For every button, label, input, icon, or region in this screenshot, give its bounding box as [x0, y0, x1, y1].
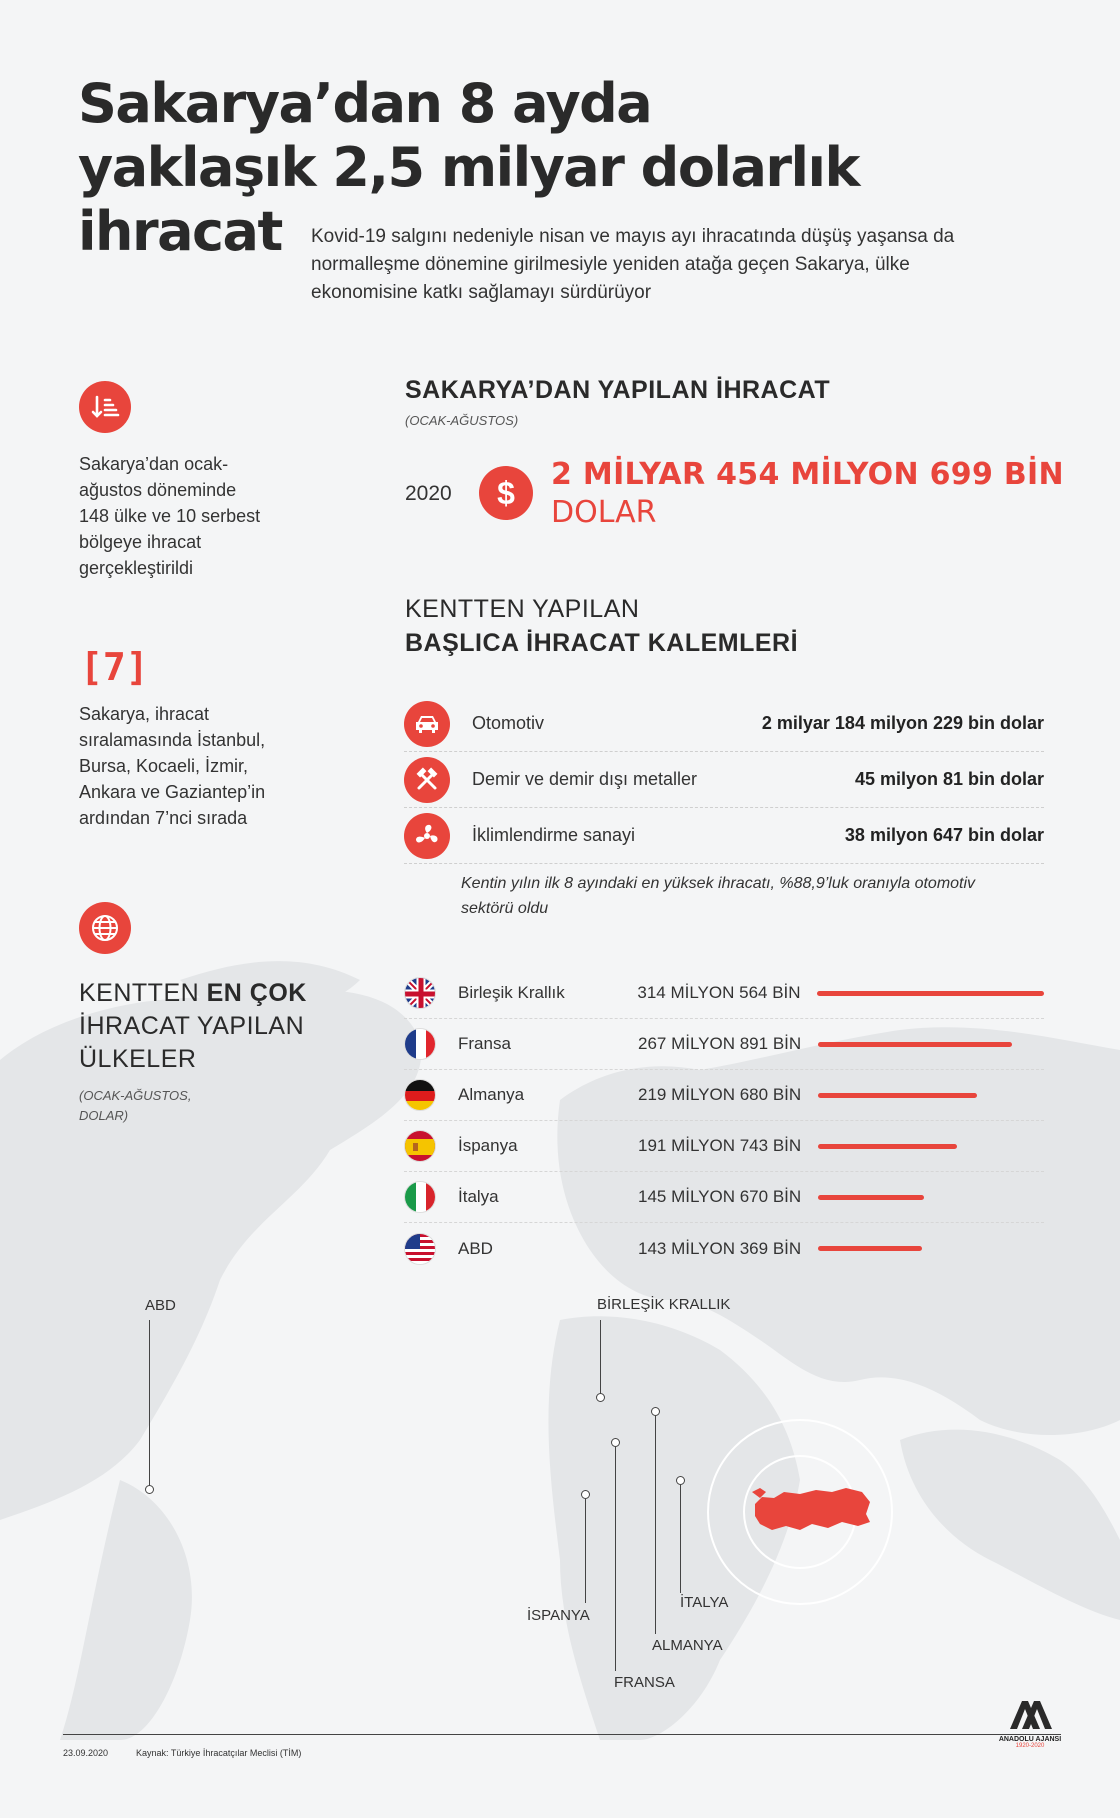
france-flag-icon [404, 1028, 436, 1060]
country-value: 143 MİLYON 369 BİN [638, 1238, 802, 1258]
export-unit: DOLAR [551, 495, 657, 530]
map-label-france: FRANSA [614, 1674, 675, 1691]
map-pointer-germany [655, 1416, 656, 1634]
item-name: İklimlendirme sanayi [472, 825, 636, 845]
bracket-right: ] [125, 645, 149, 689]
title-line-3: ihracat [78, 200, 282, 263]
aa-logo-icon [1008, 1697, 1052, 1731]
fan-icon [404, 813, 450, 859]
countries-note-line2: DOLAR) [79, 1108, 129, 1123]
item-name: Demir ve demir dışı metaller [472, 769, 698, 789]
map-dot-germany [651, 1407, 660, 1416]
items-heading [405, 592, 798, 660]
country-value: 267 MİLYON 891 BİN [638, 1034, 802, 1053]
country-value: 191 MİLYON 743 BİN [638, 1136, 802, 1155]
country-row [404, 1121, 1044, 1172]
map-label-uk: BİRLEŞİK KRALLIK [597, 1296, 731, 1313]
export-item-row [404, 808, 1044, 864]
subtitle: Kovid-19 salgını nedeniyle nisan ve mayıs ayı ihracatında düşüş yaşansa da normalleşme dönemine girilmesiyle yeniden atağa geçen Sakarya, ülke ekonomisine katkı sağlamayı sürdürüyor [311, 226, 955, 303]
dollar-icon: $ [479, 466, 533, 520]
rank-text: Sakarya, ihracat sıralamasında İstanbul, Bursa, Kocaeli, İzmir, Ankara ve Gaziantep’in ardından 7’nci sırada [79, 704, 266, 828]
map-label-germany: ALMANYA [652, 1637, 723, 1654]
countries-note [79, 1086, 191, 1126]
footer-date: 23.09.2020 [63, 1748, 109, 1758]
map-label-abd: ABD [145, 1297, 176, 1314]
map-pointer-france [615, 1447, 616, 1671]
country-row [404, 1070, 1044, 1121]
logo-text: ANADOLU AJANSI [998, 1736, 1062, 1743]
map-label-spain: İSPANYA [527, 1607, 590, 1624]
title-line-2: yaklaşık 2,5 milyar dolarlık [78, 136, 859, 199]
country-row [404, 968, 1044, 1019]
map-pointer-spain [585, 1499, 586, 1603]
country-name: Birleşik Krallık [458, 983, 565, 1002]
item-value: 38 milyon 647 bin dolar [844, 825, 1044, 845]
country-row [404, 1172, 1044, 1223]
rank-number: 7 [102, 645, 126, 689]
country-bar [818, 1093, 977, 1098]
car-icon [404, 701, 450, 747]
country-name: İtalya [458, 1187, 499, 1206]
country-value: 314 MİLYON 564 BİN [637, 983, 801, 1002]
sort-down-icon [79, 381, 131, 433]
rank-badge [80, 645, 149, 689]
countries-heading-bold: EN ÇOK [206, 979, 307, 1007]
item-name: Otomotiv [472, 713, 545, 733]
country-name: Almanya [458, 1085, 525, 1104]
country-name: Fransa [458, 1034, 511, 1053]
spain-flag-icon [404, 1130, 436, 1162]
countries-heading [79, 977, 339, 1076]
countries-heading-line2: İHRACAT YAPILAN [79, 1012, 305, 1040]
hammers-icon [404, 757, 450, 803]
country-row [404, 1223, 1044, 1274]
country-row [404, 1019, 1044, 1070]
country-value: 145 MİLYON 670 BİN [638, 1187, 802, 1206]
countries-heading-line3: ÜLKELER [79, 1045, 197, 1073]
germany-flag-icon [404, 1079, 436, 1111]
usa-flag-icon [404, 1233, 436, 1265]
country-bar [818, 1042, 1012, 1047]
countries-count-text: Sakarya’dan ocak-ağustos döneminde 148 ülke ve 10 serbest bölgeye ihracat gerçekleştirildi [79, 454, 261, 578]
country-bar [818, 1195, 924, 1200]
bracket-left: [ [80, 645, 103, 689]
item-value: 2 milyar 184 milyon 229 bin dolar [761, 713, 1044, 733]
anadolu-agency-logo [995, 1697, 1065, 1749]
country-name: ABD [458, 1238, 493, 1258]
map-dot-spain [581, 1490, 590, 1499]
items-heading-line1: KENTTEN YAPILAN [405, 595, 640, 623]
countries-heading-prefix: KENTTEN [79, 979, 207, 1007]
export-item-row [404, 752, 1044, 808]
map-pointer-uk [600, 1320, 601, 1396]
footer-source: Kaynak: Türkiye İhracatçılar Meclisi (TİM) [136, 1748, 302, 1758]
country-bar [818, 1246, 922, 1251]
title-line-1: Sakarya’dan 8 ayda [78, 72, 652, 135]
uk-flag-icon [404, 977, 436, 1009]
map-dot-italy [676, 1476, 685, 1485]
map-dot-uk [596, 1393, 605, 1402]
export-amount: 2 MİLYAR 454 MİLYON 699 BİN [551, 457, 1064, 492]
export-year: 2020 [405, 482, 452, 505]
export-period: (OCAK-AĞUSTOS) [405, 413, 519, 428]
italy-flag-icon [404, 1181, 436, 1213]
countries-note-line1: (OCAK-AĞUSTOS, [79, 1088, 192, 1103]
map-pointer-abd [149, 1320, 150, 1488]
map-label-italy: İTALYA [680, 1594, 729, 1611]
country-bar [818, 1144, 957, 1149]
logo-years: 1920-2020 [1015, 1743, 1045, 1749]
map-dot-abd [145, 1485, 154, 1494]
globe-icon [79, 902, 131, 954]
map-dot-france [611, 1438, 620, 1447]
country-name: İspanya [458, 1136, 518, 1155]
map-pointer-italy [680, 1485, 681, 1593]
country-value: 219 MİLYON 680 BİN [638, 1085, 802, 1104]
country-bar [817, 991, 1044, 996]
export-heading: SAKARYA’DAN YAPILAN İHRACAT [405, 376, 831, 404]
footer-line [63, 1734, 1061, 1735]
items-heading-line2: BAŞLICA İHRACAT KALEMLERİ [405, 629, 799, 657]
items-note: Kentin yılın ilk 8 ayındaki en yüksek ihracatı, %88,9’luk oranıyla otomotiv sektörü oldu [461, 875, 976, 917]
turkey-highlight [700, 1412, 900, 1612]
item-value: 45 milyon 81 bin dolar [854, 769, 1044, 789]
export-item-row [404, 696, 1044, 752]
